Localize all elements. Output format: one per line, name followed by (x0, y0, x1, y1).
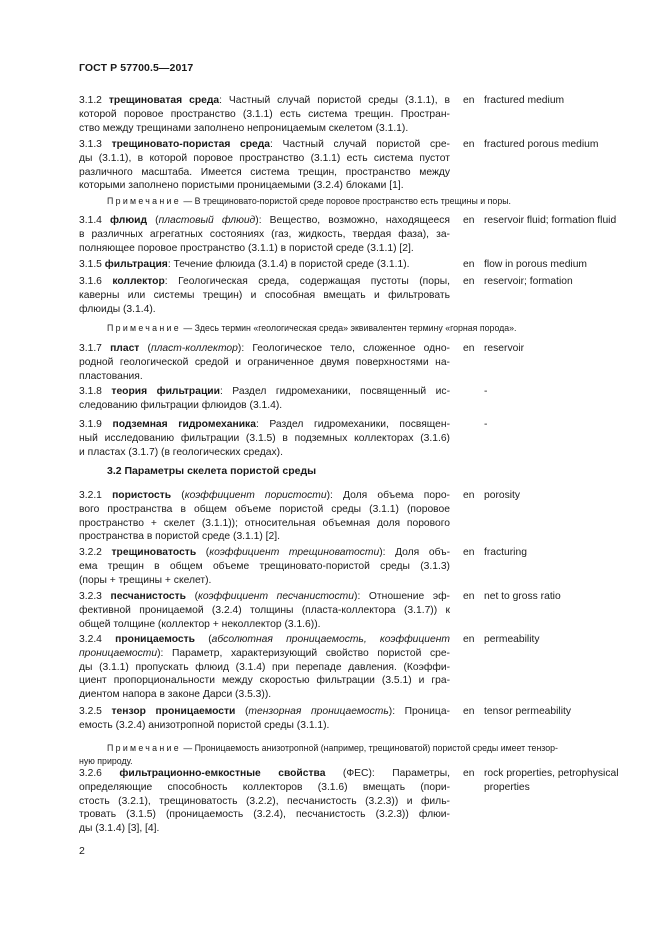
definition-line: которой поровое пространство (3.1.1) есть система трещин. Простран- (79, 108, 450, 120)
definition-line: флюиды (3.1.4). (79, 303, 156, 315)
language-code: en (463, 215, 475, 226)
english-equivalent: - (484, 419, 488, 430)
language-code: en (463, 259, 475, 270)
definition-line: : Геологическое тело, сложенное одно- (241, 343, 450, 354)
definition-line: : Геологическая среда, содержащая пустоты (поры, (164, 276, 450, 287)
definition-line: определяющие способность коллекторов (3.1.6) вмещать (пори- (79, 781, 450, 793)
definition-line: и пластах (3.1.7) (в геологических средах). (79, 446, 283, 458)
definition-line: : Раздел гидромеханики, посвященный ис- (219, 386, 450, 397)
definition-line: емость (3.2.4) анизотропной пористой среды (3.1.1). (79, 719, 330, 731)
definition-line: тровать (3.1.5) (проницаемость (3.2.4), песчанистость (3.2.3)) флюи- (79, 809, 450, 821)
section-title: 3.2 Параметры скелета пористой среды (107, 465, 317, 477)
term-entry-3-1-2: 3.1.2 трещиноватая среда: Частный случай пористой среды (3.1.1), в которой поровое пространство (3.1.1) есть система трещин. Простран- ство между трещинами заполнено непроницаемым скелетом (3.1.1). (79, 95, 450, 134)
definition-line: : Вещество, возможно, находящееся (258, 215, 450, 226)
definition-line: : Отношение эф- (357, 591, 450, 602)
language-code: en (463, 547, 475, 558)
definition-line: следованию фильтрации флюидов (3.1.4). (79, 399, 283, 411)
term-entry-3-2-3: 3.2.3 песчанистость (коэффициент песчанистости): Отношение эф- фективной проницаемой (3.2.4) толщины (пласта-коллектора (3.1.7)) к общей толщине (коллектор + неколлектор (3.1.6)). (79, 591, 450, 630)
english-equivalent: tensor permeability (484, 706, 571, 717)
definition-line: ство между трещинами заполнено непроницаемым скелетом (3.1.1). (79, 122, 409, 134)
definition-line: пластования. (79, 370, 143, 382)
definition-line: (ФЕС): Параметры, (325, 768, 450, 779)
definition-line: которыми заполнено пористыми проницаемыми (3.2.4) блоками [1]. (79, 180, 404, 192)
language-code: en (463, 276, 475, 287)
term-entry-3-1-4: 3.1.4 флюид (пластовый флюид): Вещество, возможно, находящееся в различных агрегатных состояниях (газ, жидкость, твердая фаза), за- полняющее поровое пространство (3.1.1) в пористой среде (3.1.1) [2]. (79, 215, 450, 254)
definition-line: в различных агрегатных состояниях (газ, жидкость, твердая фаза), за- (79, 228, 450, 240)
note: Примечание — Проницаемость анизотропной (например, трещиноватой) пористой среды имеет тензор- ную природу. (79, 743, 558, 766)
english-equivalent: permeability (484, 634, 540, 645)
definition-line: ды (3.1.1) пропускать флюид (3.1.4) при перепаде давления. (Коэффи- (79, 661, 450, 673)
term-entry-3-2-2: 3.2.2 трещиноватость (коэффициент трещиноватости): Доля объ- ема трещин в общем объеме трещиновато-пористой среды (3.1.3) (поры + трещины + скелет). (79, 547, 450, 586)
definition-line: : Доля объема поро- (330, 490, 450, 501)
term-entry-3-1-5: 3.1.5 фильтрация: Течение флюида (3.1.4) в пористой среде (3.1.1). (79, 259, 410, 270)
definition-line: : Раздел гидромеханики, посвящен- (255, 419, 450, 430)
page-number: 2 (79, 845, 85, 857)
definition-line: вого пространства в общем объеме пористой среды (3.1.1) (поровое (79, 503, 450, 515)
definition-line: пространство + скелет (3.1.1)); относительная объемная доля порового (79, 517, 450, 529)
definition-line: : Течение флюида (3.1.4) в пористой среде (3.1.1). (167, 259, 410, 270)
definition-line: каверны или системы трещин) и способная вмещать и фильтровать (79, 289, 450, 301)
term-entry-3-1-8: 3.1.8 теория фильтрации: Раздел гидромеханики, посвященный ис- следованию фильтрации флюидов (3.1.4). (79, 386, 450, 411)
definition-line: : Частный случай пористой среды (3.1.1), в (219, 95, 450, 106)
definition-line: ды (3.1.1), в которой поровое пространство (3.1.1) есть система пустот (79, 152, 450, 164)
definition-line: (поры + трещины + скелет). (79, 574, 212, 586)
definition-line: стость (3.2.1), трещиноватость (3.2.2), песчанистость (3.2.3)) и филь- (79, 795, 450, 807)
definition-line: общей толщине (коллектор + неколлектор (3.1.6)). (79, 618, 321, 630)
language-code: en (463, 634, 475, 645)
language-code: en (463, 490, 475, 501)
english-equivalent: net to gross ratio (484, 591, 561, 602)
english-equivalent: fracturing (484, 547, 527, 558)
term-entry-3-1-3: 3.1.3 трещиновато-пористая среда: Частный случай пористой сре- ды (3.1.1), в которой поровое пространство (3.1.1) есть система пустот различного масштаба. Имеется система трещин, пространство между которыми заполнено пористыми проницаемыми (3.2.4) блоками [1]. (79, 139, 450, 192)
definition-line: : Доля объ- (382, 547, 450, 558)
definition-line: полняющее поровое пространство (3.1.1) в пористой среде (3.1.1) [2]. (79, 242, 414, 254)
language-code: en (463, 343, 475, 354)
definition-line: : Проница- (392, 706, 450, 717)
english-equivalent: reservoir; formation (484, 276, 573, 287)
english-equivalent: flow in porous medium (484, 259, 588, 270)
definition-line: ема трещин в общем объеме трещиновато-пористой среды (3.1.3) (79, 560, 450, 572)
definition-line: ный исследованию фильтрации (3.1.5) в подземных коллекторах (3.1.6) (79, 432, 450, 444)
english-equivalent: - (484, 386, 488, 397)
note-label: Примечание (107, 196, 181, 206)
term-entry-3-1-6: 3.1.6 коллектор: Геологическая среда, содержащая пустоты (поры, каверны или системы трещин) и способная вмещать и фильтровать флюиды (3.1.4). (79, 276, 450, 315)
definition-line: ды (3.1.4) [3], [4]. (79, 823, 160, 835)
language-code: en (463, 706, 475, 717)
note-label: Примечание (107, 743, 181, 753)
definition-line: родной геологической средой и ограниченное двумя поверхностями на- (79, 356, 450, 368)
english-equivalent: reservoir fluid; formation fluid (484, 215, 617, 226)
language-code: en (463, 139, 475, 150)
term-entry-3-2-1: 3.2.1 пористость (коэффициент пористости): Доля объема поро- вого пространства в общем объеме пористой среды (3.1.1) (поровое пространство + скелет (3.1.1)); относительная объемная доля порового пространства в пористой среде (3.1.1) [2]. (79, 490, 450, 543)
note-label: Примечание (107, 323, 181, 333)
definition-line: : Частный случай пористой сре- (270, 139, 450, 150)
language-code: en (463, 95, 475, 106)
definition-line: фективной проницаемой (3.2.4) толщины (пласта-коллектора (3.1.7)) к (79, 604, 450, 616)
definition-line: циент пропорциональности между скоростью фильтрации (3.5.1) и гра- (79, 675, 450, 687)
english-equivalent: reservoir (484, 343, 525, 354)
english-equivalent: fractured porous medium (484, 139, 599, 150)
term-entry-3-1-7: 3.1.7 пласт (пласт-коллектор): Геологическое тело, сложенное одно- родной геологической средой и ограниченное двумя поверхностями на- пластования. (79, 343, 450, 382)
english-equivalent: fractured medium (484, 95, 565, 106)
note: Примечание — В трещиновато-пористой среде поровое пространство есть трещины и поры. (107, 196, 511, 206)
definition-line: различного масштаба. Имеется система трещин, пространство между (79, 166, 450, 178)
definition-line: пространства в пористой среде (3.1.1) [2]. (79, 531, 280, 543)
term-entry-3-2-6: 3.2.6 фильтрационно-емкостные свойства (ФЕС): Параметры, определяющие способность коллекторов (3.1.6) вмещать (пори- стость (3.2.1), трещиноватость (3.2.2), песчанистость (3.2.3)) и филь- тровать (3.1.5) (проницаемость (3.2.4), песчанистость (3.2.3)) флюи- ды (3.1.4) [3], [4]. (79, 768, 450, 835)
language-code: en (463, 591, 475, 602)
term-entry-3-2-5: 3.2.5 тензор проницаемости (тензорная проницаемость): Проница- емость (3.2.4) анизотропной пористой среды (3.1.1). (79, 706, 450, 731)
document-header: ГОСТ Р 57700.5—2017 (79, 62, 194, 74)
note: Примечание — Здесь термин «геологическая среда» эквивалентен термину «горная порода». (107, 323, 517, 333)
term-entry-3-1-9: 3.1.9 подземная гидромеханика: Раздел гидромеханики, посвящен- ный исследованию фильтрации (3.1.5) в подземных коллекторах (3.1.6) и пластах (3.1.7) (в геологических средах). (79, 419, 450, 458)
term-entry-3-2-4: 3.2.4 проницаемость (абсолютная проницаемость, коэффициент проницаемости): Параметр, характеризующий свойство пористой сре- ды (3.1.1) пропускать флюид (3.1.4) при перепаде давления. (Коэффи- циент пропорциональности между скоростью фильтрации (3.5.1) и гра- диентом напора в законе Дарси (3.5.3)). (79, 634, 450, 701)
definition-line: : Параметр, характеризующий свойство пористой сре- (160, 647, 450, 659)
language-code: en (463, 768, 475, 779)
definition-line: диентом напора в законе Дарси (3.5.3)). (79, 689, 272, 701)
english-equivalent: porosity (484, 490, 521, 501)
english-equivalent: rock properties, petrophysical properties (484, 768, 619, 793)
